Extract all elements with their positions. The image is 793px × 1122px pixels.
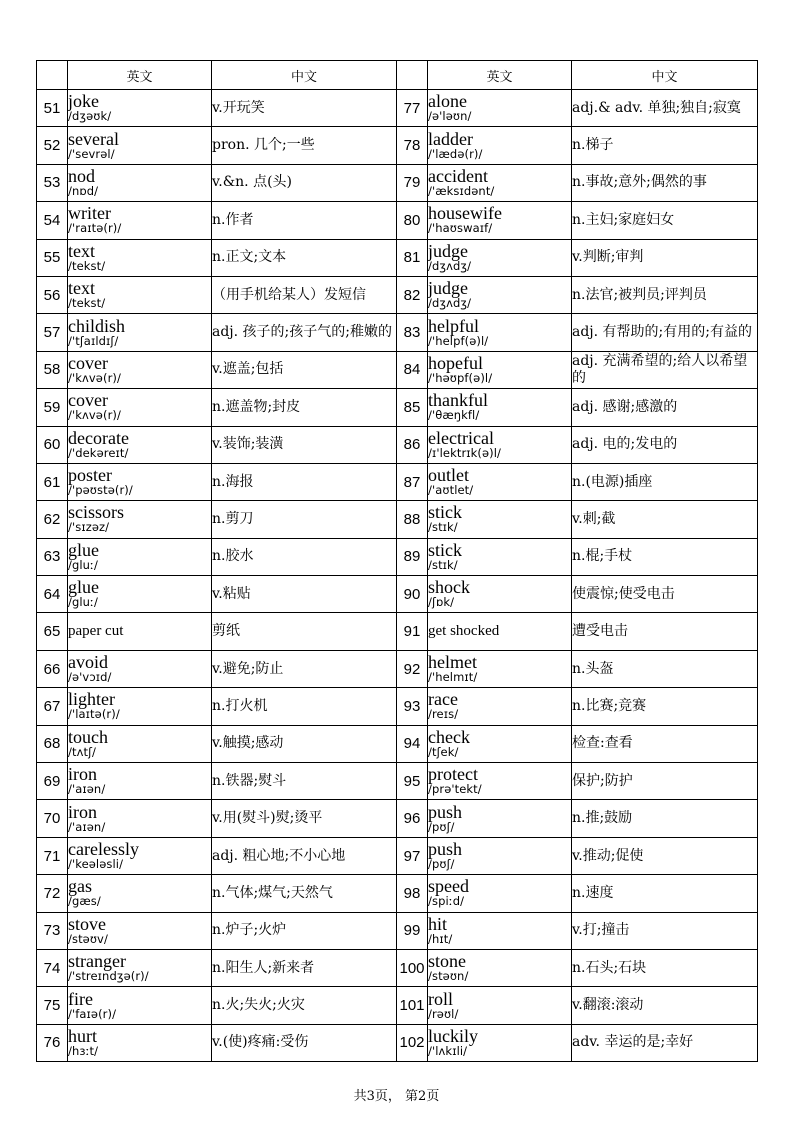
table-row	[37, 202, 758, 239]
english-word: outlet	[428, 465, 469, 486]
entry-number-left: 51	[37, 90, 68, 127]
chinese-meaning-right: 检查:查看	[572, 725, 758, 762]
table-body	[37, 90, 758, 1062]
english-word: decorate	[68, 427, 129, 448]
chinese-meaning-right: 遭受电击	[572, 613, 758, 650]
chinese-meaning-right: adj. 感谢;感激的	[572, 389, 758, 426]
entry-number-right: 92	[397, 650, 428, 687]
phonetic-transcription: /'aʊtlet/	[428, 483, 474, 498]
english-word: several	[68, 128, 119, 149]
chinese-meaning-right: n.主妇;家庭妇女	[572, 202, 758, 239]
phonetic-transcription: /ə'vɔɪd/	[68, 670, 112, 685]
table-row	[37, 613, 758, 650]
entry-number-right: 93	[397, 688, 428, 725]
english-word: stone	[428, 951, 466, 972]
english-word: judge	[428, 240, 468, 261]
chinese-meaning-right: v.判断;审判	[572, 239, 758, 276]
phonetic-transcription: /pʊʃ/	[428, 857, 455, 871]
phonetic-transcription: /'faɪə(r)/	[68, 1006, 117, 1021]
chinese-meaning-right: adj. 充满希望的;给人以希望的	[572, 351, 758, 388]
english-cell-right	[428, 538, 572, 575]
english-cell-left	[68, 351, 212, 388]
phonetic-transcription: /'dekəreɪt/	[68, 445, 129, 460]
phonetic-transcription: /stɪk/	[428, 557, 458, 572]
english-cell-left	[68, 463, 212, 500]
chinese-meaning-left: n.正文;文本	[212, 239, 397, 276]
english-cell-left	[68, 239, 212, 276]
english-cell-right	[428, 875, 572, 912]
english-cell-right	[428, 501, 572, 538]
entry-number-left: 65	[37, 613, 68, 650]
chinese-meaning-left: 剪纸	[212, 613, 397, 650]
chinese-meaning-right: n.事故;意外;偶然的事	[572, 164, 758, 201]
chinese-meaning-right: adj. 有帮助的;有用的;有益的	[572, 314, 758, 351]
phonetic-transcription: /ɪ'lektrɪk(ə)l/	[428, 445, 502, 460]
phonetic-transcription: /ə'ləʊn/	[428, 109, 472, 124]
entry-number-right: 84	[397, 351, 428, 388]
chinese-meaning-left: v.装饰;装潢	[212, 426, 397, 463]
chinese-meaning-right: n.速度	[572, 875, 758, 912]
entry-number-left: 64	[37, 576, 68, 613]
english-cell-right	[428, 90, 572, 127]
chinese-meaning-left: n.胶水	[212, 538, 397, 575]
phonetic-transcription: /'həʊpf(ə)l/	[428, 370, 493, 385]
phonetic-transcription: /'lædə(r)/	[428, 146, 483, 161]
entry-number-left: 68	[37, 725, 68, 762]
table-row	[37, 688, 758, 725]
english-cell-right	[428, 389, 572, 426]
entry-number-right: 79	[397, 164, 428, 201]
phonetic-transcription: /stəʊn/	[428, 969, 469, 984]
table-row	[37, 949, 758, 986]
phonetic-transcription: /'kʌvə(r)/	[68, 408, 121, 423]
chinese-meaning-left: v.避免;防止	[212, 650, 397, 687]
chinese-meaning-right: n.头盔	[572, 650, 758, 687]
phonetic-transcription: /gæs/	[68, 894, 101, 909]
entry-number-left: 57	[37, 314, 68, 351]
chinese-meaning-left: n.阳生人;新来者	[212, 949, 397, 986]
phonetic-transcription: /'sɪzəz/	[68, 520, 110, 535]
entry-number-right: 100	[397, 949, 428, 986]
chinese-meaning-right: v.推动;促使	[572, 837, 758, 874]
entry-number-left: 61	[37, 463, 68, 500]
english-word: stick	[428, 502, 462, 523]
english-word: hurt	[68, 1025, 97, 1046]
english-cell-right	[428, 837, 572, 874]
chinese-meaning-left: adj. 粗心地;不小心地	[212, 837, 397, 874]
english-word: paper cut	[68, 623, 124, 640]
english-word: cover	[68, 390, 108, 411]
entry-number-left: 63	[37, 538, 68, 575]
english-cell-right	[428, 463, 572, 500]
english-cell-right	[428, 314, 572, 351]
phonetic-transcription: /reɪs/	[428, 707, 459, 722]
table-row	[37, 164, 758, 201]
english-word: race	[428, 689, 458, 710]
english-cell-left	[68, 501, 212, 538]
chinese-meaning-left: n.气体;煤气;天然气	[212, 875, 397, 912]
entry-number-left: 76	[37, 1024, 68, 1061]
entry-number-right: 83	[397, 314, 428, 351]
english-cell-right	[428, 351, 572, 388]
english-word: gas	[68, 876, 92, 897]
english-cell-right	[428, 127, 572, 164]
table-row	[37, 538, 758, 575]
english-cell-left	[68, 127, 212, 164]
english-word: joke	[68, 91, 99, 112]
english-word: helpful	[428, 315, 479, 336]
phonetic-transcription: /'pəʊstə(r)/	[68, 483, 133, 498]
chinese-meaning-right: v.翻滚:滚动	[572, 987, 758, 1024]
chinese-meaning-left: adj. 孩子的;孩子气的;稚嫩的	[212, 314, 397, 351]
english-word: glue	[68, 577, 99, 598]
english-word: protect	[428, 764, 478, 785]
chinese-meaning-left: v.用(熨斗)熨;烫平	[212, 800, 397, 837]
chinese-meaning-left: pron. 几个;一些	[212, 127, 397, 164]
english-cell-right	[428, 650, 572, 687]
english-cell-right	[428, 239, 572, 276]
phonetic-transcription: /'sevrəl/	[68, 146, 115, 161]
english-cell-left	[68, 389, 212, 426]
english-word: judge	[428, 278, 468, 299]
english-cell-left	[68, 650, 212, 687]
entry-number-right: 101	[397, 987, 428, 1024]
english-word: hopeful	[428, 352, 483, 373]
table-row	[37, 987, 758, 1024]
entry-number-right: 85	[397, 389, 428, 426]
entry-number-left: 74	[37, 949, 68, 986]
table-row	[37, 576, 758, 613]
entry-number-right: 102	[397, 1024, 428, 1061]
english-word: helmet	[428, 652, 477, 673]
phonetic-transcription: /'kʌvə(r)/	[68, 370, 121, 385]
phonetic-transcription: /gluː/	[68, 595, 99, 610]
header-number-left	[37, 61, 68, 90]
english-cell-left	[68, 314, 212, 351]
english-cell-right	[428, 276, 572, 313]
english-word: writer	[68, 203, 111, 224]
phonetic-transcription: /hɜːt/	[68, 1043, 99, 1058]
english-word: shock	[428, 577, 470, 598]
phonetic-transcription: /ʃɒk/	[428, 595, 455, 610]
entry-number-left: 52	[37, 127, 68, 164]
english-word: iron	[68, 801, 97, 822]
english-cell-left	[68, 725, 212, 762]
phonetic-transcription: /rəʊl/	[428, 1006, 459, 1021]
phonetic-transcription: /gluː/	[68, 557, 99, 572]
entry-number-right: 88	[397, 501, 428, 538]
english-cell-left	[68, 538, 212, 575]
chinese-meaning-right: adv. 幸运的是;幸好	[572, 1024, 758, 1061]
entry-number-left: 60	[37, 426, 68, 463]
english-word: housewife	[428, 203, 502, 224]
entry-number-left: 56	[37, 276, 68, 313]
entry-number-right: 82	[397, 276, 428, 313]
phonetic-transcription: /stɪk/	[428, 520, 458, 535]
chinese-meaning-right: adj.& adv. 单独;独自;寂寞	[572, 90, 758, 127]
english-cell-right	[428, 613, 572, 650]
english-word: hit	[428, 913, 448, 934]
entry-number-left: 71	[37, 837, 68, 874]
english-word: lighter	[68, 689, 115, 710]
entry-number-right: 80	[397, 202, 428, 239]
english-word: cover	[68, 352, 108, 373]
header-english-right: 英文	[428, 61, 572, 90]
entry-number-right: 89	[397, 538, 428, 575]
english-cell-right	[428, 912, 572, 949]
phonetic-transcription: /'keələsli/	[68, 857, 124, 871]
english-cell-left	[68, 90, 212, 127]
table-row	[37, 763, 758, 800]
english-word: stranger	[68, 951, 126, 972]
phonetic-transcription: /prə'tekt/	[428, 782, 482, 797]
table-header-row	[37, 61, 758, 90]
entry-number-right: 99	[397, 912, 428, 949]
english-cell-right	[428, 1024, 572, 1061]
entry-number-right: 90	[397, 576, 428, 613]
english-word: glue	[68, 539, 99, 560]
chinese-meaning-right: n.法官;被判员;评判员	[572, 276, 758, 313]
english-cell-left	[68, 1024, 212, 1061]
phonetic-transcription: /'helmɪt/	[428, 670, 478, 685]
entry-number-left: 73	[37, 912, 68, 949]
entry-number-right: 98	[397, 875, 428, 912]
phonetic-transcription: /pʊʃ/	[428, 819, 455, 834]
english-cell-right	[428, 688, 572, 725]
table-row	[37, 239, 758, 276]
english-cell-right	[428, 763, 572, 800]
chinese-meaning-right: n.棍;手杖	[572, 538, 758, 575]
entry-number-right: 78	[397, 127, 428, 164]
english-cell-right	[428, 949, 572, 986]
table-row	[37, 650, 758, 687]
english-word: roll	[428, 988, 453, 1009]
table-row	[37, 1024, 758, 1061]
chinese-meaning-left: v.粘贴	[212, 576, 397, 613]
chinese-meaning-right: n.(电源)插座	[572, 463, 758, 500]
chinese-meaning-right: n.比赛;竞赛	[572, 688, 758, 725]
table-row	[37, 875, 758, 912]
header-english-left: 英文	[68, 61, 212, 90]
english-word: thankful	[428, 390, 488, 411]
english-cell-right	[428, 202, 572, 239]
phonetic-transcription: /'haʊswaɪf/	[428, 221, 493, 236]
chinese-meaning-right: adj. 电的;发电的	[572, 426, 758, 463]
english-word: push	[428, 801, 463, 822]
english-word: check	[428, 726, 470, 747]
english-word: text	[68, 240, 95, 261]
phonetic-transcription: /'æksɪdənt/	[428, 183, 495, 198]
english-word: ladder	[428, 128, 473, 149]
phonetic-transcription: /tʃek/	[428, 744, 459, 759]
english-cell-left	[68, 912, 212, 949]
english-cell-left	[68, 875, 212, 912]
english-word: childish	[68, 315, 125, 336]
entry-number-left: 70	[37, 800, 68, 837]
english-cell-left	[68, 164, 212, 201]
english-cell-right	[428, 164, 572, 201]
table-row	[37, 912, 758, 949]
english-word: carelessly	[68, 839, 139, 859]
entry-number-right: 77	[397, 90, 428, 127]
chinese-meaning-left: n.遮盖物;封皮	[212, 389, 397, 426]
phonetic-transcription: /'streɪndʒə(r)/	[68, 969, 149, 984]
entry-number-left: 54	[37, 202, 68, 239]
chinese-meaning-left: n.火;失火;火灾	[212, 987, 397, 1024]
english-cell-left	[68, 837, 212, 874]
vocabulary-table	[36, 60, 758, 1062]
english-cell-left	[68, 202, 212, 239]
chinese-meaning-right: n.梯子	[572, 127, 758, 164]
english-cell-right	[428, 725, 572, 762]
chinese-meaning-left: v.(使)疼痛:受伤	[212, 1024, 397, 1061]
chinese-meaning-right: 保护;防护	[572, 763, 758, 800]
phonetic-transcription: /dʒəʊk/	[68, 109, 112, 124]
english-cell-left	[68, 576, 212, 613]
english-word: nod	[68, 165, 95, 186]
entry-number-left: 67	[37, 688, 68, 725]
table-row	[37, 800, 758, 837]
phonetic-transcription: /'lʌkɪli/	[428, 1043, 468, 1058]
chinese-meaning-left: （用手机给某人）发短信	[212, 276, 397, 313]
table-row	[37, 426, 758, 463]
english-word: stick	[428, 539, 462, 560]
chinese-meaning-right: n.石头;石块	[572, 949, 758, 986]
english-word: stove	[68, 913, 106, 934]
table-row	[37, 837, 758, 874]
phonetic-transcription: /tʌtʃ/	[68, 744, 97, 759]
entry-number-right: 81	[397, 239, 428, 276]
entry-number-right: 95	[397, 763, 428, 800]
entry-number-right: 91	[397, 613, 428, 650]
table-row	[37, 463, 758, 500]
table-row	[37, 276, 758, 313]
chinese-meaning-left: n.铁器;熨斗	[212, 763, 397, 800]
phonetic-transcription: /'raɪtə(r)/	[68, 221, 122, 236]
english-cell-left	[68, 426, 212, 463]
english-cell-right	[428, 800, 572, 837]
english-cell-right	[428, 987, 572, 1024]
english-word: get shocked	[428, 623, 500, 640]
english-word: poster	[68, 465, 112, 486]
chinese-meaning-left: v.开玩笑	[212, 90, 397, 127]
chinese-meaning-left: v.遮盖;包括	[212, 351, 397, 388]
english-word: text	[68, 278, 95, 299]
entry-number-left: 72	[37, 875, 68, 912]
entry-number-left: 58	[37, 351, 68, 388]
phonetic-transcription: /spiːd/	[428, 894, 465, 909]
entry-number-left: 59	[37, 389, 68, 426]
table-row	[37, 127, 758, 164]
entry-number-right: 86	[397, 426, 428, 463]
english-word: alone	[428, 91, 467, 112]
phonetic-transcription: /'laɪtə(r)/	[68, 707, 120, 722]
phonetic-transcription: /stəʊv/	[68, 931, 108, 946]
english-word: fire	[68, 988, 93, 1009]
english-word: avoid	[68, 652, 108, 673]
chinese-meaning-left: v.&n. 点(头)	[212, 164, 397, 201]
chinese-meaning-left: n.剪刀	[212, 501, 397, 538]
english-cell-left	[68, 613, 212, 650]
phonetic-transcription: /tekst/	[68, 258, 106, 273]
phonetic-transcription: /dʒʌdʒ/	[428, 296, 472, 311]
entry-number-right: 96	[397, 800, 428, 837]
english-word: scissors	[68, 502, 125, 523]
english-cell-left	[68, 763, 212, 800]
entry-number-left: 75	[37, 987, 68, 1024]
phonetic-transcription: /hɪt/	[428, 931, 453, 946]
phonetic-transcription: /'tʃaɪldɪʃ/	[68, 333, 119, 348]
english-cell-left	[68, 949, 212, 986]
english-word: electrical	[428, 427, 494, 448]
chinese-meaning-left: n.打火机	[212, 688, 397, 725]
entry-number-left: 69	[37, 763, 68, 800]
entry-number-left: 53	[37, 164, 68, 201]
phonetic-transcription: /tekst/	[68, 296, 106, 311]
header-number-right	[397, 61, 428, 90]
table-row	[37, 314, 758, 351]
phonetic-transcription: /'aɪən/	[68, 819, 106, 834]
english-word: iron	[68, 764, 97, 785]
table-row	[37, 90, 758, 127]
chinese-meaning-right: v.刺;截	[572, 501, 758, 538]
table-row	[37, 501, 758, 538]
header-chinese-right: 中文	[572, 61, 758, 90]
entry-number-right: 87	[397, 463, 428, 500]
chinese-meaning-left: n.海报	[212, 463, 397, 500]
table-row	[37, 389, 758, 426]
chinese-meaning-right: 使震惊;使受电击	[572, 576, 758, 613]
english-word: accident	[428, 165, 488, 186]
phonetic-transcription: /dʒʌdʒ/	[428, 258, 472, 273]
english-cell-left	[68, 276, 212, 313]
english-cell-left	[68, 800, 212, 837]
entry-number-left: 62	[37, 501, 68, 538]
header-chinese-left: 中文	[212, 61, 397, 90]
entry-number-left: 55	[37, 239, 68, 276]
entry-number-left: 66	[37, 650, 68, 687]
chinese-meaning-left: v.触摸;感动	[212, 725, 397, 762]
table-row	[37, 725, 758, 762]
phonetic-transcription: /'helpf(ə)l/	[428, 333, 489, 348]
english-word: speed	[428, 876, 469, 897]
english-cell-right	[428, 426, 572, 463]
chinese-meaning-right: n.推;鼓励	[572, 800, 758, 837]
english-word: push	[428, 839, 463, 859]
english-cell-right	[428, 576, 572, 613]
chinese-meaning-right: v.打;撞击	[572, 912, 758, 949]
english-cell-left	[68, 987, 212, 1024]
entry-number-right: 97	[397, 837, 428, 874]
phonetic-transcription: /'θæŋkfl/	[428, 408, 480, 423]
chinese-meaning-left: n.炉子;火炉	[212, 912, 397, 949]
table-row	[37, 351, 758, 388]
english-word: touch	[68, 726, 108, 747]
entry-number-right: 94	[397, 725, 428, 762]
phonetic-transcription: /'aɪən/	[68, 782, 106, 797]
phonetic-transcription: /nɒd/	[68, 183, 99, 198]
english-cell-left	[68, 688, 212, 725]
chinese-meaning-left: n.作者	[212, 202, 397, 239]
page-footer: 共3页， 第2页	[353, 1089, 440, 1104]
english-word: luckily	[428, 1025, 478, 1046]
